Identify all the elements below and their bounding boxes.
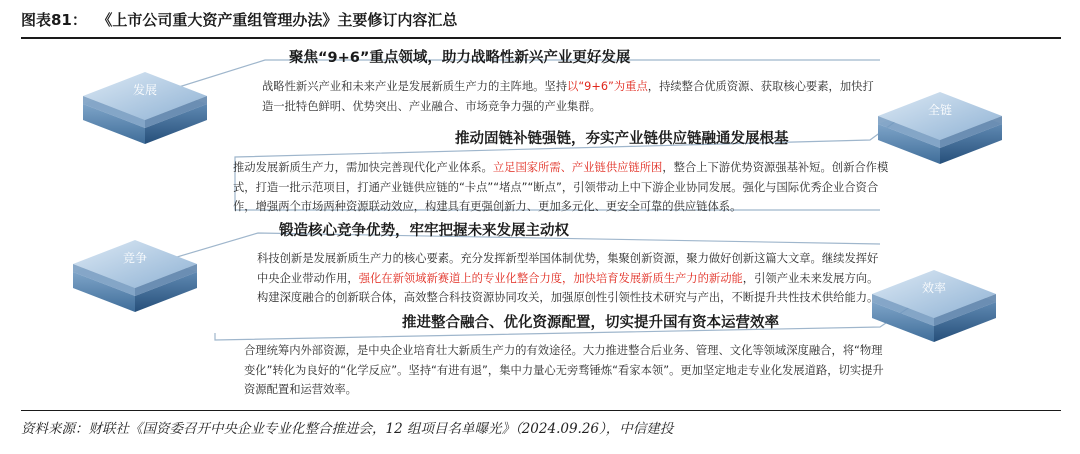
body-text: 推动发展新质生产力，需加快完善现代化产业体系。 (233, 161, 493, 174)
source-note: 资料来源：财联社《国资委召开中央企业专业化整合推进会，12 组项目名单曝光》（2024.09.26），中信建投 (21, 421, 674, 437)
stack-label-competition: 竞争 (122, 251, 147, 265)
highlighted-text: 强化在新领域新赛道上的专业化整合力度，加快培育发展新质生产力的新动能 (358, 271, 743, 285)
highlighted-text: 以“9+6”为重点 (567, 80, 648, 93)
highlighted-text: 立足国家所需、产业链供应链所困 (492, 161, 663, 174)
body-text: 合理统筹内外部资源，是中央企业培育壮大新质生产力的有效途径。大力推进整合后业务、管理、文化等领域深度融合，将“物理变化”转化为良好的“化学反应”。坚持“有进有退”，集中力量心无旁骛锤炼“看家本领”。更加坚定地走专业化发展道路，切实提升资源配置和运营效率。 (244, 344, 884, 396)
figure-title-text: 《上市公司重大资产重组管理办法》主要修订内容汇总 (104, 11, 458, 29)
section-title-development: 聚焦“9+6”重点领域，助力战略性新兴产业更好发展 (289, 50, 631, 66)
body-text: 科技创新是发展新质生产力的核心要素。充分发挥新型举国体制优势，集聚创新资源，聚力做好创新这篇大文章。继续发挥好中央企业带动作用， (257, 252, 879, 285)
body-text: ，整合上下游优势资源强基补短。创新合作模式，打造一批示范项目，打通产业链供应链的“卡点”“堵点”“断点”，引领带动上中下游企业协同发展。强化与国际优秀企业合资合作，增强两个市场两种资源联动效应，构建具有更强创新力、更加多元化、更安全可靠的供应链体系。 (233, 161, 889, 213)
body-text: ，持续整合优质资源、获取核心要素，加快打造一批特色鲜明、优势突出、产业融合、市场竞争力强的产业集群。 (262, 80, 874, 113)
section-title-full-chain: 推动固链补链强链，夯实产业链供应链融通发展根基 (455, 131, 789, 147)
body-text: 战略性新兴产业和未来产业是发展新质生产力的主阵地。坚持 (262, 80, 568, 93)
stack-label-development: 发展 (132, 83, 157, 97)
body-text: ，引领产业未来发展方向。构建深度融合的创新联合体，高效整合科技资源协同攻关，加强原创性引领性技术研究与产出，不断提升共性技术供给能力。 (257, 271, 879, 304)
section-title-efficiency: 推进整合融合、优化资源配置，切实提升国有资本运营效率 (402, 315, 779, 331)
stack-label-efficiency: 效率 (921, 281, 946, 295)
section-body-competition (257, 249, 881, 308)
section-body-development (262, 77, 874, 116)
section-body-full-chain (233, 158, 893, 217)
stack-label-full-chain: 全链 (927, 103, 952, 117)
source-rule (21, 410, 1061, 411)
section-body-efficiency (244, 341, 884, 400)
section-title-competition: 锻造核心竞争优势，牢牢把握未来发展主动权 (279, 223, 569, 239)
figure-title (21, 6, 1061, 34)
figure-number: 图表81： (21, 11, 87, 29)
title-rule (21, 37, 1061, 39)
